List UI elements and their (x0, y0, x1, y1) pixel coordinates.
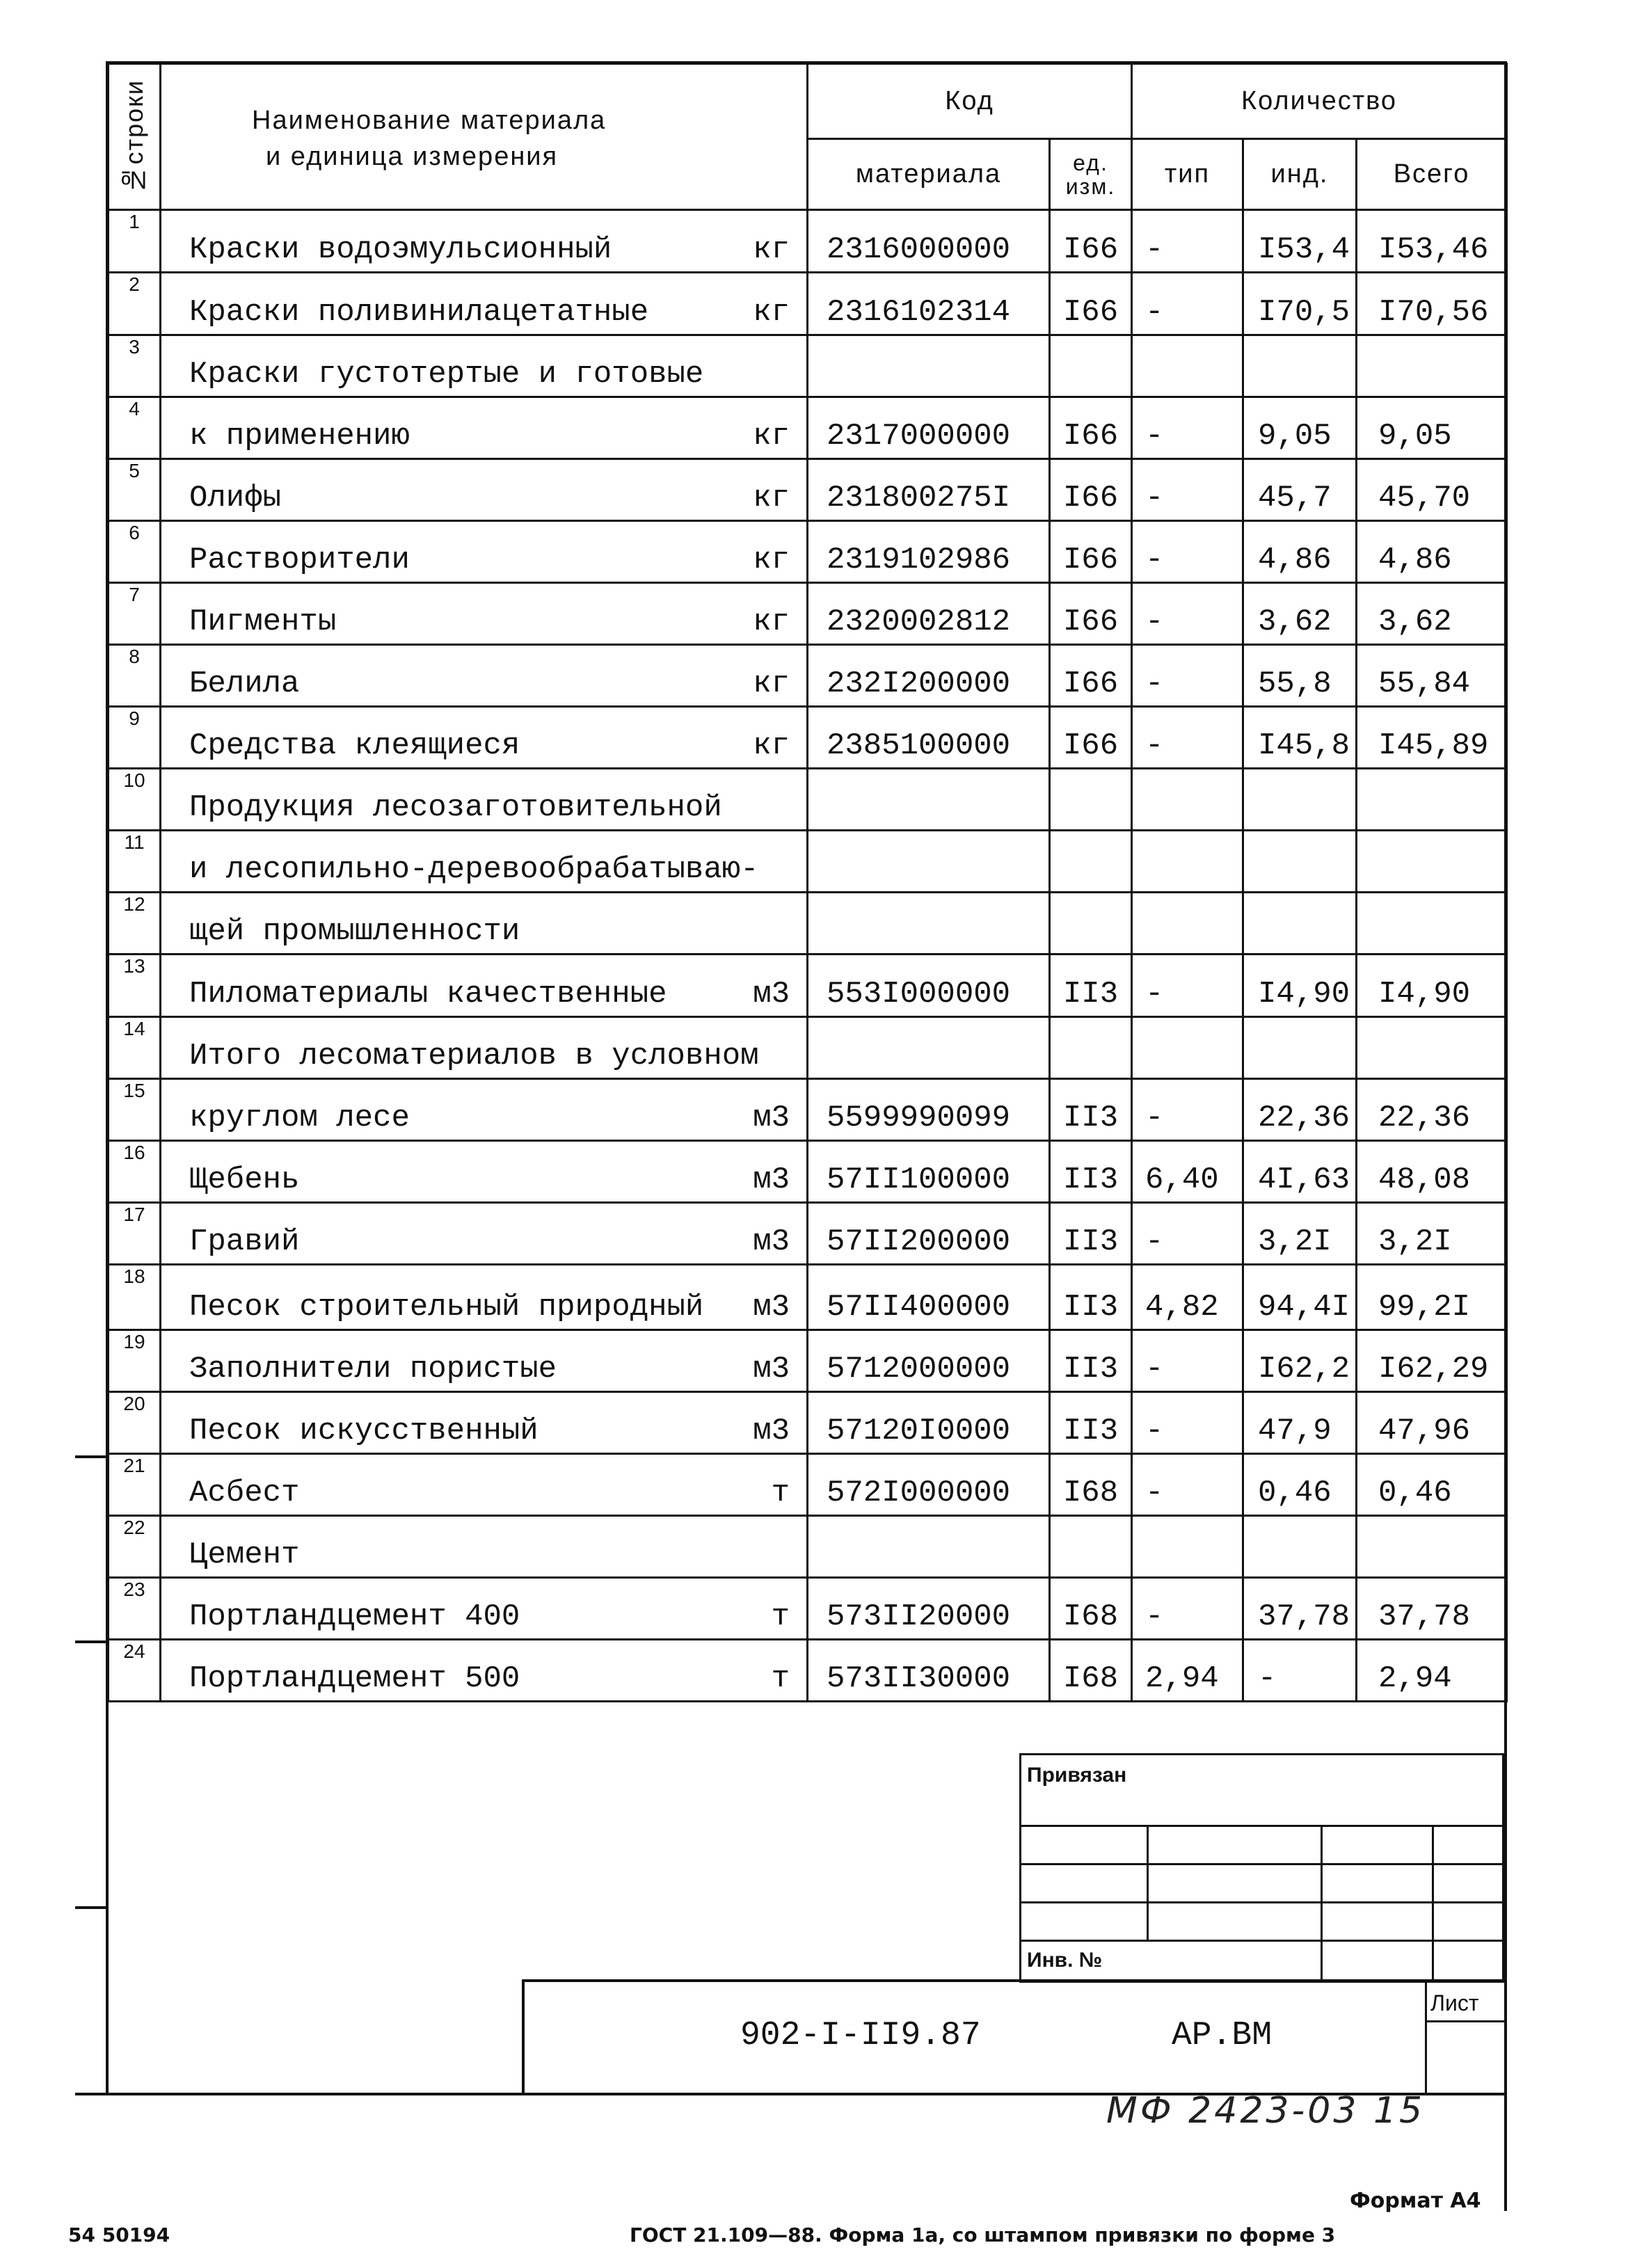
material-code: 2317000000 (808, 397, 1050, 459)
qty-typ (1132, 335, 1243, 397)
material-name: Портландцемент 500 (189, 1661, 520, 1696)
header-code: Код (808, 64, 1132, 139)
unit-code: I66 (1050, 459, 1132, 521)
unit-code: I66 (1050, 273, 1132, 335)
table-row (109, 893, 1507, 955)
material-code: 573II30000 (808, 1640, 1050, 1702)
row-number: 12 (109, 893, 161, 955)
qty-total (1357, 769, 1507, 831)
material-name-cell (161, 273, 808, 335)
material-name-cell (161, 1203, 808, 1265)
stamp-attached-label: Привязан (1027, 1764, 1127, 1787)
material-name-cell (161, 583, 808, 645)
row-number: 9 (109, 707, 161, 769)
qty-typ: - (1132, 1203, 1243, 1265)
material-unit: м3 (753, 1290, 790, 1325)
qty-typ: - (1132, 1079, 1243, 1141)
unit-code (1050, 831, 1132, 893)
material-name-cell (161, 459, 808, 521)
row-number: 11 (109, 831, 161, 893)
qty-ind: 3,62 (1243, 583, 1357, 645)
footer-gost: ГОСТ 21.109—88. Форма 1а, со штампом привязки по форме 3 (630, 2223, 1336, 2246)
material-name: Песок строительный природный (189, 1290, 704, 1325)
table-row (109, 955, 1507, 1017)
material-name-cell (161, 1640, 808, 1702)
material-name-cell (161, 521, 808, 583)
qty-ind: 55,8 (1243, 645, 1357, 707)
row-number: 2 (109, 273, 161, 335)
qty-typ: 6,40 (1132, 1141, 1243, 1203)
material-name-cell (161, 397, 808, 459)
material-name-cell (161, 335, 808, 397)
material-unit: кг (753, 295, 790, 330)
qty-typ (1132, 769, 1243, 831)
qty-typ: - (1132, 1392, 1243, 1454)
row-number: 15 (109, 1079, 161, 1141)
material-code (808, 769, 1050, 831)
row-number: 14 (109, 1017, 161, 1079)
qty-ind (1243, 831, 1357, 893)
material-name: к применению (189, 419, 410, 454)
material-code (808, 1017, 1050, 1079)
header-total: Всего (1357, 139, 1507, 210)
qty-total: 0,46 (1357, 1454, 1507, 1516)
table-row (109, 459, 1507, 521)
header-unit-line2: изм. (1065, 173, 1116, 199)
material-name-cell (161, 1079, 808, 1141)
unit-code: I66 (1050, 645, 1132, 707)
material-name-cell (161, 955, 808, 1017)
qty-ind: 22,36 (1243, 1079, 1357, 1141)
table-row (109, 1516, 1507, 1578)
qty-typ: 2,94 (1132, 1640, 1243, 1702)
qty-ind: 94,4I (1243, 1265, 1357, 1330)
material-unit: т (771, 1661, 790, 1696)
row-number: 1 (109, 210, 161, 273)
qty-ind (1243, 335, 1357, 397)
material-code: 2320002812 (808, 583, 1050, 645)
qty-ind: 45,7 (1243, 459, 1357, 521)
material-name-cell (161, 1265, 808, 1330)
table-row (109, 769, 1507, 831)
material-name-cell (161, 1392, 808, 1454)
material-name-cell (161, 893, 808, 955)
material-unit: м3 (753, 1101, 790, 1135)
material-name: Краски водоэмульсионный (189, 232, 612, 267)
material-name: и лесопильно-деревообрабатываю- (189, 852, 759, 887)
unit-code (1050, 1017, 1132, 1079)
qty-total: 47,96 (1357, 1392, 1507, 1454)
material-unit: т (771, 1476, 790, 1510)
material-code: 57II400000 (808, 1265, 1050, 1330)
table-row (109, 1017, 1507, 1079)
material-code: 2319102986 (808, 521, 1050, 583)
material-unit: м3 (753, 1163, 790, 1197)
material-unit: кг (753, 481, 790, 516)
qty-total (1357, 893, 1507, 955)
table-row (109, 1578, 1507, 1640)
header-ind: инд. (1243, 139, 1357, 210)
row-number: 8 (109, 645, 161, 707)
qty-typ (1132, 1516, 1243, 1578)
qty-total (1357, 1516, 1507, 1578)
table-row (109, 1265, 1507, 1330)
unit-code: II3 (1050, 1392, 1132, 1454)
table-row (109, 335, 1507, 397)
qty-total: 22,36 (1357, 1079, 1507, 1141)
qty-ind: I62,2 (1243, 1330, 1357, 1392)
material-unit: т (771, 1599, 790, 1634)
material-name: Белила (189, 666, 300, 701)
material-code: 5712000000 (808, 1330, 1050, 1392)
material-name: Пиломатериалы качественные (189, 977, 667, 1012)
material-name-cell (161, 831, 808, 893)
qty-ind (1243, 769, 1357, 831)
material-code (808, 1516, 1050, 1578)
qty-total: 9,05 (1357, 397, 1507, 459)
header-typ: тип (1132, 139, 1243, 210)
qty-total: 4,86 (1357, 521, 1507, 583)
qty-ind: 47,9 (1243, 1392, 1357, 1454)
material-unit: кг (753, 419, 790, 454)
qty-total: 99,2I (1357, 1265, 1507, 1330)
title-rule (1425, 2020, 1506, 2022)
row-number: 22 (109, 1516, 161, 1578)
materials-table (107, 63, 1508, 1702)
material-name: круглом лесе (189, 1101, 410, 1135)
header-material-name (161, 64, 808, 210)
qty-typ (1132, 831, 1243, 893)
qty-ind (1243, 1017, 1357, 1079)
material-code: 231800275I (808, 459, 1050, 521)
qty-typ (1132, 1017, 1243, 1079)
qty-typ: - (1132, 1454, 1243, 1516)
material-name: Щебень (189, 1163, 300, 1197)
material-name: Заполнители пористые (189, 1352, 557, 1387)
qty-typ: - (1132, 397, 1243, 459)
unit-code: I66 (1050, 521, 1132, 583)
material-name-cell (161, 645, 808, 707)
margin-tick (75, 1906, 109, 1909)
qty-total: 45,70 (1357, 459, 1507, 521)
material-name-cell (161, 1141, 808, 1203)
material-name: Продукция лесозаготовительной (189, 790, 722, 825)
material-name: Цемент (189, 1538, 300, 1572)
qty-ind: 9,05 (1243, 397, 1357, 459)
unit-code: I66 (1050, 583, 1132, 645)
unit-code: I66 (1050, 397, 1132, 459)
material-unit: м3 (753, 1414, 790, 1448)
qty-ind: I70,5 (1243, 273, 1357, 335)
table-row (109, 521, 1507, 583)
material-name-cell (161, 1017, 808, 1079)
material-code: 2385100000 (808, 707, 1050, 769)
table-row (109, 1203, 1507, 1265)
table-row (109, 273, 1507, 335)
qty-total (1357, 1017, 1507, 1079)
qty-typ: - (1132, 955, 1243, 1017)
header-material-code: материала (808, 139, 1050, 210)
material-code (808, 893, 1050, 955)
qty-typ: - (1132, 521, 1243, 583)
doc-number: 902-I-II9.87 (740, 2017, 981, 2054)
qty-total: I70,56 (1357, 273, 1507, 335)
material-unit: кг (753, 605, 790, 639)
header-name-line2: и единица измерения (266, 142, 559, 171)
qty-total: I45,89 (1357, 707, 1507, 769)
row-number: 3 (109, 335, 161, 397)
row-number: 16 (109, 1141, 161, 1203)
qty-total (1357, 831, 1507, 893)
material-name: Средства клеящиеся (189, 728, 520, 763)
material-unit: кг (753, 543, 790, 577)
qty-ind: 37,78 (1243, 1578, 1357, 1640)
row-number: 21 (109, 1454, 161, 1516)
table-row (109, 831, 1507, 893)
material-code (808, 335, 1050, 397)
unit-code (1050, 1516, 1132, 1578)
unit-code: I68 (1050, 1640, 1132, 1702)
table-row (109, 1141, 1507, 1203)
material-name: щей промышленности (189, 914, 520, 949)
unit-code: I66 (1050, 707, 1132, 769)
qty-ind: I4,90 (1243, 955, 1357, 1017)
table-row (109, 583, 1507, 645)
qty-total: 3,2I (1357, 1203, 1507, 1265)
header-name-line1: Наименование материала (252, 106, 607, 135)
qty-ind: 4I,63 (1243, 1141, 1357, 1203)
material-name-cell (161, 1454, 808, 1516)
unit-code: I66 (1050, 210, 1132, 273)
row-number: 4 (109, 397, 161, 459)
row-number: 10 (109, 769, 161, 831)
material-name: Портландцемент 400 (189, 1599, 520, 1634)
qty-typ: - (1132, 273, 1243, 335)
material-name-cell (161, 1578, 808, 1640)
material-code: 2316102314 (808, 273, 1050, 335)
material-code: 57120I0000 (808, 1392, 1050, 1454)
header-unit-line1: ед. (1073, 150, 1108, 175)
material-code: 57II200000 (808, 1203, 1050, 1265)
qty-ind (1243, 893, 1357, 955)
material-name: Итого лесоматериалов в условном (189, 1039, 759, 1073)
material-code: 5599990099 (808, 1079, 1050, 1141)
doc-mark: АР.ВМ (1172, 2017, 1273, 2054)
unit-code: II3 (1050, 1265, 1132, 1330)
unit-code: I68 (1050, 1578, 1132, 1640)
qty-total: 2,94 (1357, 1640, 1507, 1702)
material-name: Краски поливинилацетатные (189, 295, 649, 330)
material-code (808, 831, 1050, 893)
stamp-rule (1432, 1825, 1434, 1983)
material-name: Растворители (189, 543, 410, 577)
qty-total (1357, 335, 1507, 397)
material-code: 572I000000 (808, 1454, 1050, 1516)
unit-code (1050, 893, 1132, 955)
unit-code (1050, 769, 1132, 831)
unit-code: II3 (1050, 1141, 1132, 1203)
handwritten-number: МФ 2423-03 15 (1106, 2090, 1426, 2132)
qty-typ: 4,82 (1132, 1265, 1243, 1330)
unit-code: II3 (1050, 1079, 1132, 1141)
table-row (109, 1330, 1507, 1392)
qty-total: I53,46 (1357, 210, 1507, 273)
header-row-no (109, 64, 161, 210)
material-name: Асбест (189, 1476, 300, 1510)
footer-left-code: 54 50194 (68, 2223, 170, 2246)
table-row (109, 1454, 1507, 1516)
material-unit: м3 (753, 977, 790, 1012)
qty-typ: - (1132, 210, 1243, 273)
title-block (522, 1979, 1506, 2094)
material-name-cell (161, 210, 808, 273)
row-number: 7 (109, 583, 161, 645)
row-number: 5 (109, 459, 161, 521)
qty-total: 3,62 (1357, 583, 1507, 645)
qty-total: 55,84 (1357, 645, 1507, 707)
row-number: 6 (109, 521, 161, 583)
table-row (109, 1640, 1507, 1702)
material-code: 57II100000 (808, 1141, 1050, 1203)
material-name: Гравий (189, 1224, 300, 1259)
qty-total: 48,08 (1357, 1141, 1507, 1203)
qty-total: I4,90 (1357, 955, 1507, 1017)
qty-typ: - (1132, 459, 1243, 521)
header-unit (1050, 139, 1132, 210)
row-number: 19 (109, 1330, 161, 1392)
table-row (109, 645, 1507, 707)
material-name: Пигменты (189, 605, 337, 639)
margin-tick (75, 1640, 109, 1643)
row-number: 24 (109, 1640, 161, 1702)
unit-code: I68 (1050, 1454, 1132, 1516)
binding-stamp (1019, 1753, 1504, 1983)
table-row (109, 210, 1507, 273)
material-code: 573II20000 (808, 1578, 1050, 1640)
qty-ind: 4,86 (1243, 521, 1357, 583)
title-rule (1425, 1982, 1427, 2094)
material-name-cell (161, 769, 808, 831)
qty-total: 37,78 (1357, 1578, 1507, 1640)
material-unit: м3 (753, 1224, 790, 1259)
qty-typ: - (1132, 1578, 1243, 1640)
material-code: 553I000000 (808, 955, 1050, 1017)
qty-ind: I53,4 (1243, 210, 1357, 273)
unit-code (1050, 335, 1132, 397)
material-code: 2316000000 (808, 210, 1050, 273)
table-row (109, 707, 1507, 769)
format-label: Формат А4 (1350, 2189, 1481, 2213)
sheet-label: Лист (1430, 1990, 1479, 2015)
material-unit: кг (753, 666, 790, 701)
qty-typ: - (1132, 645, 1243, 707)
header-quantity: Количество (1132, 64, 1507, 139)
row-number: 18 (109, 1265, 161, 1330)
material-unit: м3 (753, 1352, 790, 1387)
stamp-rule (1321, 1825, 1323, 1983)
stamp-inv-label: Инв. № (1027, 1949, 1103, 1972)
material-unit: кг (753, 728, 790, 763)
qty-ind: I45,8 (1243, 707, 1357, 769)
qty-typ: - (1132, 1330, 1243, 1392)
row-number: 13 (109, 955, 161, 1017)
row-number: 17 (109, 1203, 161, 1265)
qty-total: I62,29 (1357, 1330, 1507, 1392)
qty-typ (1132, 893, 1243, 955)
qty-typ: - (1132, 707, 1243, 769)
material-name: Краски густотертые и готовые (189, 357, 704, 392)
material-name: Олифы (189, 481, 282, 516)
table-row (109, 397, 1507, 459)
material-code: 232I200000 (808, 645, 1050, 707)
qty-ind (1243, 1516, 1357, 1578)
qty-ind: 0,46 (1243, 1454, 1357, 1516)
material-name-cell (161, 1330, 808, 1392)
material-name: Песок искусственный (189, 1414, 539, 1448)
row-number: 20 (109, 1392, 161, 1454)
material-name-cell (161, 707, 808, 769)
stamp-rule (1147, 1825, 1149, 1940)
table-row (109, 1079, 1507, 1141)
material-unit: кг (753, 232, 790, 267)
table-row (109, 1392, 1507, 1454)
margin-tick (75, 1455, 109, 1458)
unit-code: II3 (1050, 1203, 1132, 1265)
qty-typ: - (1132, 583, 1243, 645)
header-row-no-label: №строки (120, 79, 148, 195)
qty-ind: - (1243, 1640, 1357, 1702)
row-number: 23 (109, 1578, 161, 1640)
material-name-cell (161, 1516, 808, 1578)
unit-code: II3 (1050, 955, 1132, 1017)
qty-ind: 3,2I (1243, 1203, 1357, 1265)
unit-code: II3 (1050, 1330, 1132, 1392)
